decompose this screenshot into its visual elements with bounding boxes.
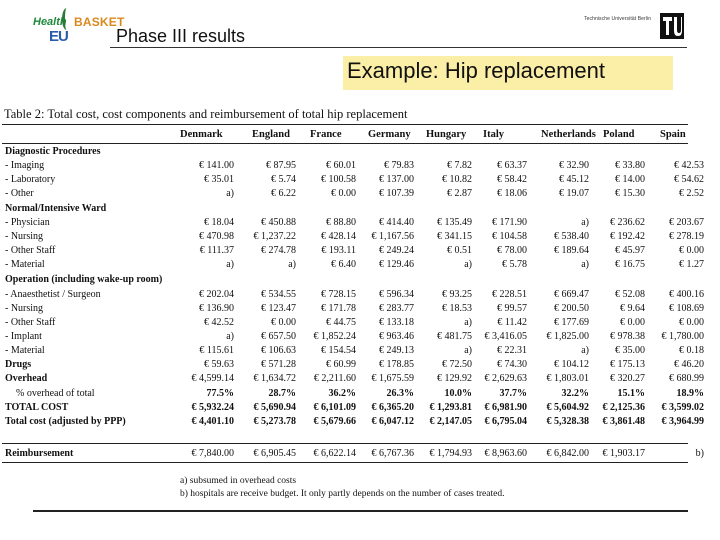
table-row bbox=[0, 274, 700, 286]
table-row bbox=[0, 174, 704, 186]
table-cell: € 72.50 bbox=[442, 359, 472, 370]
table-cell: € 5,604.92 bbox=[546, 402, 589, 413]
table-cell: € 228.51 bbox=[492, 289, 527, 300]
table-cell: € 1,167.56 bbox=[371, 231, 414, 242]
eu-flag-icon: EU bbox=[49, 28, 68, 45]
row-label: Operation (including wake-up room) bbox=[5, 274, 163, 285]
table-cell: a) bbox=[226, 331, 234, 342]
column-header: Spain bbox=[660, 129, 686, 140]
table-cell: € 1,293.81 bbox=[429, 402, 472, 413]
table-cell: € 680.99 bbox=[669, 373, 704, 384]
table-row bbox=[0, 317, 704, 329]
table-cell: € 341.15 bbox=[437, 231, 472, 242]
row-label: - Material bbox=[5, 259, 45, 270]
logo-basket-text: BASKET bbox=[74, 15, 125, 29]
table-row bbox=[0, 388, 704, 400]
table-cell: € 6,842.00 bbox=[546, 448, 589, 459]
table-cell: € 0.00 bbox=[620, 317, 645, 328]
row-label: Total cost (adjusted by PPP) bbox=[5, 416, 126, 427]
table-cell: € 6,365.20 bbox=[371, 402, 414, 413]
table-cell: € 178.85 bbox=[379, 359, 414, 370]
row-label: - Material bbox=[5, 345, 45, 356]
tu-berlin-logo-icon bbox=[660, 13, 684, 39]
table-cell: € 79.83 bbox=[384, 160, 414, 171]
table-cell: € 54.62 bbox=[674, 174, 704, 185]
table-cell: 77.5% bbox=[206, 388, 234, 399]
table-row bbox=[0, 448, 704, 460]
table-row bbox=[0, 217, 704, 229]
table-cell: € 74.30 bbox=[497, 359, 527, 370]
table-cell: € 1,237.22 bbox=[253, 231, 296, 242]
table-cell: € 16.75 bbox=[615, 259, 645, 270]
table-cell: € 46.20 bbox=[674, 359, 704, 370]
table-cell: € 14.00 bbox=[615, 174, 645, 185]
table-cell: € 136.90 bbox=[199, 303, 234, 314]
table-cell: b) bbox=[695, 448, 704, 459]
table-cell: € 52.08 bbox=[615, 289, 645, 300]
table-row bbox=[0, 373, 704, 385]
table-bottom-rule bbox=[33, 510, 688, 512]
table-cell: € 111.37 bbox=[199, 245, 234, 256]
table-cell: € 45.12 bbox=[559, 174, 589, 185]
table-cell: 32.2% bbox=[561, 388, 589, 399]
table-cell: € 200.50 bbox=[554, 303, 589, 314]
table-cell: € 104.12 bbox=[554, 359, 589, 370]
table-cell: € 129.46 bbox=[379, 259, 414, 270]
table-cell: € 657.50 bbox=[261, 331, 296, 342]
table-cell: € 0.00 bbox=[679, 245, 704, 256]
table-cell: € 669.47 bbox=[554, 289, 589, 300]
table-cell: € 400.16 bbox=[669, 289, 704, 300]
table-row bbox=[0, 231, 704, 243]
table-cell: 37.7% bbox=[499, 388, 527, 399]
table-row bbox=[0, 289, 704, 301]
table-cell: € 2,629.63 bbox=[484, 373, 527, 384]
table-cell: 15.1% bbox=[617, 388, 645, 399]
column-header: Germany bbox=[368, 129, 411, 140]
table-row bbox=[0, 259, 704, 271]
table-row bbox=[0, 160, 704, 172]
table-cell: € 11.42 bbox=[497, 317, 527, 328]
table-row bbox=[0, 331, 704, 343]
column-header: Poland bbox=[603, 129, 635, 140]
table-cell: € 45.97 bbox=[615, 245, 645, 256]
table-cell: € 6,047.12 bbox=[371, 416, 414, 427]
table-caption: Table 2: Total cost, cost components and reimbursement of total hip replacement bbox=[4, 107, 408, 121]
table-row bbox=[0, 402, 704, 414]
table-cell: € 4,599.14 bbox=[191, 373, 234, 384]
table-cell: € 7,840.00 bbox=[191, 448, 234, 459]
healthbasket-logo bbox=[33, 6, 125, 46]
table-cell: € 129.92 bbox=[437, 373, 472, 384]
table-cell: € 249.13 bbox=[379, 345, 414, 356]
table-cell: € 141.00 bbox=[199, 160, 234, 171]
example-label: Example: Hip replacement bbox=[343, 56, 673, 90]
table-cell: € 6,767.36 bbox=[371, 448, 414, 459]
table-cell: 26.3% bbox=[386, 388, 414, 399]
table-cell: € 115.61 bbox=[199, 345, 234, 356]
table-cell: € 978.38 bbox=[610, 331, 645, 342]
table-cell: 36.2% bbox=[328, 388, 356, 399]
row-label: Reimbursement bbox=[5, 448, 74, 459]
table-cell: € 5.74 bbox=[271, 174, 296, 185]
table-cell: a) bbox=[464, 345, 472, 356]
column-header: Italy bbox=[483, 129, 504, 140]
table-cell: € 0.18 bbox=[679, 345, 704, 356]
table-cell: € 19.07 bbox=[559, 188, 589, 199]
table-cell: € 4,401.10 bbox=[191, 416, 234, 427]
table-cell: € 42.53 bbox=[674, 160, 704, 171]
column-header: Denmark bbox=[180, 129, 223, 140]
table-cell: € 107.39 bbox=[379, 188, 414, 199]
table-cell: € 104.58 bbox=[492, 231, 527, 242]
table-cell: € 78.00 bbox=[497, 245, 527, 256]
table-cell: a) bbox=[226, 259, 234, 270]
table-cell: € 6,905.45 bbox=[253, 448, 296, 459]
table-reimbursement-rule bbox=[2, 462, 688, 463]
table-cell: € 6.22 bbox=[271, 188, 296, 199]
table-row bbox=[0, 203, 700, 215]
table-cell: € 963.46 bbox=[379, 331, 414, 342]
table-cell: € 7.82 bbox=[447, 160, 472, 171]
row-label: Diagnostic Procedures bbox=[5, 146, 101, 157]
table-cell: € 42.52 bbox=[204, 317, 234, 328]
table-cell: € 2.52 bbox=[679, 188, 704, 199]
table-cell: € 9.64 bbox=[620, 303, 645, 314]
table-row bbox=[0, 188, 704, 200]
row-label: - Imaging bbox=[5, 160, 45, 171]
table-cell: € 6,981.90 bbox=[484, 402, 527, 413]
table-cell: € 2,211.60 bbox=[313, 373, 356, 384]
table-cell: € 236.62 bbox=[610, 217, 645, 228]
table-cell: € 596.34 bbox=[379, 289, 414, 300]
table-cell: € 135.49 bbox=[437, 217, 472, 228]
table-cell: € 571.28 bbox=[261, 359, 296, 370]
header-divider bbox=[110, 47, 687, 48]
table-cell: € 249.24 bbox=[379, 245, 414, 256]
table-cell: € 1.27 bbox=[679, 259, 704, 270]
table-cell: 10.0% bbox=[444, 388, 472, 399]
table-cell: € 1,803.01 bbox=[546, 373, 589, 384]
table-cell: € 203.67 bbox=[669, 217, 704, 228]
table-cell: € 35.00 bbox=[615, 345, 645, 356]
table-cell: € 0.00 bbox=[271, 317, 296, 328]
row-label: - Implant bbox=[5, 331, 42, 342]
table-cell: € 6.40 bbox=[331, 259, 356, 270]
table-cell: € 2.87 bbox=[447, 188, 472, 199]
row-label: - Anaesthetist / Surgeon bbox=[5, 289, 101, 300]
table-cell: € 192.42 bbox=[610, 231, 645, 242]
row-label: % overhead of total bbox=[16, 388, 95, 399]
table-cell: € 278.19 bbox=[669, 231, 704, 242]
table-cell: € 0.00 bbox=[679, 317, 704, 328]
table-cell: € 177.69 bbox=[554, 317, 589, 328]
logo-swoosh-icon bbox=[62, 8, 71, 30]
table-cell: € 538.40 bbox=[554, 231, 589, 242]
table-cell: € 5.78 bbox=[502, 259, 527, 270]
table-cell: a) bbox=[226, 188, 234, 199]
table-cell: € 283.77 bbox=[379, 303, 414, 314]
table-cell: € 414.40 bbox=[379, 217, 414, 228]
row-label: Normal/Intensive Ward bbox=[5, 203, 107, 214]
footnote-a: a) subsumed in overhead costs bbox=[180, 476, 297, 486]
table-row bbox=[0, 359, 704, 371]
table-cell: € 88.80 bbox=[326, 217, 356, 228]
logo-health-text: Health bbox=[33, 16, 67, 28]
slide-title: Phase III results bbox=[116, 26, 246, 46]
table-cell: € 18.06 bbox=[497, 188, 527, 199]
table-cell: € 1,634.72 bbox=[253, 373, 296, 384]
table-cell: € 1,903.17 bbox=[602, 448, 645, 459]
table-top-rule bbox=[2, 124, 688, 125]
table-cell: € 32.90 bbox=[559, 160, 589, 171]
column-header: France bbox=[310, 129, 342, 140]
table-cell: € 3,416.05 bbox=[484, 331, 527, 342]
table-cell: € 6,795.04 bbox=[484, 416, 527, 427]
table-cell: a) bbox=[581, 217, 589, 228]
table-cell: € 189.64 bbox=[554, 245, 589, 256]
table-cell: € 35.01 bbox=[204, 174, 234, 185]
table-cell: € 274.78 bbox=[261, 245, 296, 256]
table-row bbox=[0, 416, 704, 428]
table-cell: a) bbox=[464, 259, 472, 270]
table-cell: € 0.51 bbox=[447, 245, 472, 256]
row-label: TOTAL COST bbox=[5, 402, 69, 413]
table-cell: € 59.63 bbox=[204, 359, 234, 370]
table-cell: € 18.04 bbox=[204, 217, 234, 228]
table-cell: € 10.82 bbox=[442, 174, 472, 185]
table-cell: 28.7% bbox=[268, 388, 296, 399]
table-cell: € 106.63 bbox=[261, 345, 296, 356]
table-row bbox=[0, 146, 700, 158]
table-cell: € 6,622.14 bbox=[313, 448, 356, 459]
row-label: - Nursing bbox=[5, 231, 44, 242]
table-row bbox=[0, 345, 704, 357]
table-cell: € 44.75 bbox=[326, 317, 356, 328]
table-cell: € 1,852.24 bbox=[313, 331, 356, 342]
table-cell: € 5,273.78 bbox=[253, 416, 296, 427]
table-cell: € 15.30 bbox=[615, 188, 645, 199]
table-cell: € 428.14 bbox=[321, 231, 356, 242]
table-row bbox=[0, 245, 704, 257]
table-cell: € 58.42 bbox=[497, 174, 527, 185]
row-label: - Nursing bbox=[5, 303, 44, 314]
table-cell: € 320.27 bbox=[610, 373, 645, 384]
table-cell: € 33.80 bbox=[615, 160, 645, 171]
row-label: Drugs bbox=[5, 359, 32, 370]
table-cell: € 87.95 bbox=[266, 160, 296, 171]
table-cell: a) bbox=[581, 259, 589, 270]
table-cell: € 6,101.09 bbox=[313, 402, 356, 413]
table-cell: € 137.00 bbox=[379, 174, 414, 185]
table-cell: € 534.55 bbox=[261, 289, 296, 300]
table-cell: € 22.31 bbox=[497, 345, 527, 356]
table-cell: a) bbox=[581, 345, 589, 356]
table-cell: € 202.04 bbox=[199, 289, 234, 300]
column-header: England bbox=[252, 129, 290, 140]
table-cell: € 133.18 bbox=[379, 317, 414, 328]
row-label: - Other Staff bbox=[5, 317, 56, 328]
table-cell: € 8,963.60 bbox=[484, 448, 527, 459]
table-cell: € 1,780.00 bbox=[661, 331, 704, 342]
table-cell: € 63.37 bbox=[497, 160, 527, 171]
table-cell: € 193.11 bbox=[321, 245, 356, 256]
table-cell: € 2,125.36 bbox=[602, 402, 645, 413]
table-cell: € 93.25 bbox=[442, 289, 472, 300]
table-cell: € 5,679.66 bbox=[313, 416, 356, 427]
row-label: - Physician bbox=[5, 217, 50, 228]
table-cell: 18.9% bbox=[676, 388, 704, 399]
table-cell: € 175.13 bbox=[610, 359, 645, 370]
table-cell: € 728.15 bbox=[321, 289, 356, 300]
institution-name: Technische Universität Berlin bbox=[584, 16, 652, 22]
row-label: Overhead bbox=[5, 373, 48, 384]
table-cell: a) bbox=[464, 317, 472, 328]
table-cell: € 99.57 bbox=[497, 303, 527, 314]
table-cell: € 1,794.93 bbox=[429, 448, 472, 459]
table-cell: € 0.00 bbox=[331, 188, 356, 199]
table-cell: € 171.90 bbox=[492, 217, 527, 228]
table-cell: € 123.47 bbox=[261, 303, 296, 314]
table-cell: € 18.53 bbox=[442, 303, 472, 314]
table-cell: € 1,675.59 bbox=[371, 373, 414, 384]
table-cell: € 5,328.38 bbox=[546, 416, 589, 427]
table-cell: € 171.78 bbox=[321, 303, 356, 314]
table-cell: € 3,861.48 bbox=[602, 416, 645, 427]
row-label: - Laboratory bbox=[5, 174, 56, 185]
table-total-rule bbox=[2, 443, 688, 444]
table-cell: € 100.58 bbox=[321, 174, 356, 185]
table-cell: € 60.99 bbox=[326, 359, 356, 370]
table-cell: € 5,690.94 bbox=[253, 402, 296, 413]
table-cell: € 5,932.24 bbox=[191, 402, 234, 413]
table-cell: € 450.88 bbox=[261, 217, 296, 228]
table-cell: € 1,825.00 bbox=[546, 331, 589, 342]
table-cell: € 3,964.99 bbox=[661, 416, 704, 427]
table-row bbox=[0, 303, 704, 315]
table-cell: € 60.01 bbox=[326, 160, 356, 171]
table-cell: € 154.54 bbox=[321, 345, 356, 356]
table-cell: € 2,147.05 bbox=[429, 416, 472, 427]
table-cell: € 481.75 bbox=[437, 331, 472, 342]
footnote-b: b) hospitals are receive budget. It only partly depends on the number of cases treated. bbox=[180, 489, 505, 499]
table-cell: € 108.69 bbox=[669, 303, 704, 314]
table-header-rule bbox=[2, 143, 688, 144]
table-cell: a) bbox=[288, 259, 296, 270]
row-label: - Other bbox=[5, 188, 34, 199]
table-cell: € 3,599.02 bbox=[661, 402, 704, 413]
column-header: Netherlands bbox=[541, 129, 596, 140]
row-label: - Other Staff bbox=[5, 245, 56, 256]
table-cell: € 470.98 bbox=[199, 231, 234, 242]
column-header: Hungary bbox=[426, 129, 467, 140]
